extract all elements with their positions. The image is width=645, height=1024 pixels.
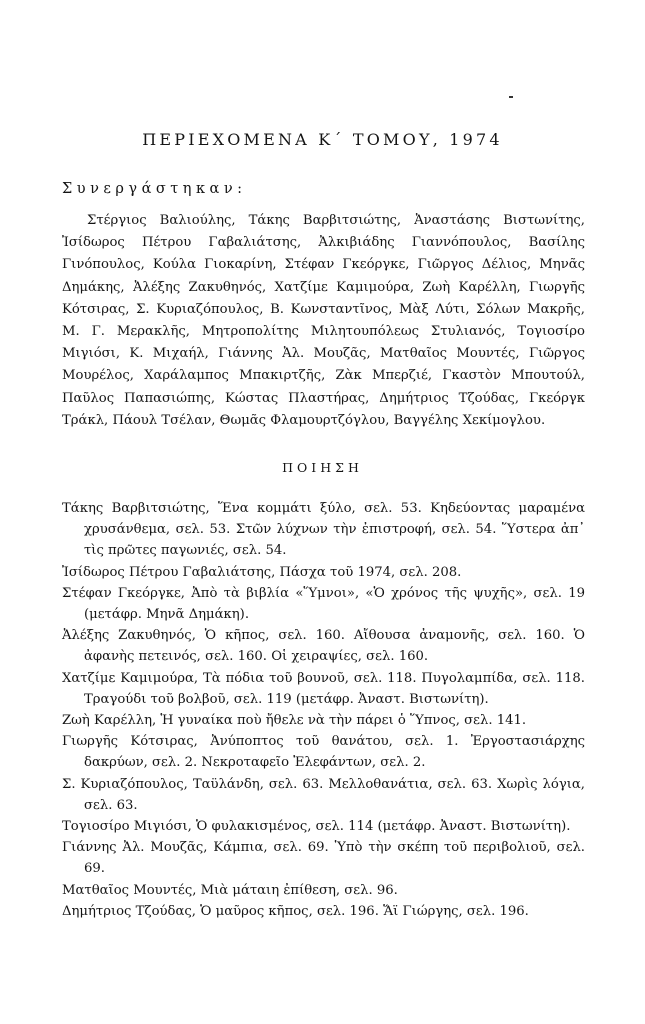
poetry-index (62, 498, 585, 922)
poetry-entry: Τάκης Βαρβιτσιώτης, Ἕνα κομμάτι ξύλο, σελ. 53. Κηδεύοντας μαραμένα χρυσάνθεμα, σελ. 53. Στῶν λύχνων τὴν ἐπιστροφή, σελ. 54. Ὕστερα ἀπ᾿ τὶς πρῶτες παγωνιές, σελ. 54. (62, 501, 585, 559)
poetry-entry: Ματθαῖος Μουντές, Μιὰ μάταιη ἐπίθεση, σελ. 96. (62, 882, 398, 898)
poetry-entry: Ζωὴ Καρέλλη, Ἡ γυναίκα ποὺ ἤθελε νὰ τὴν πάρει ὁ Ὕπνος, σελ. 141. (62, 713, 527, 729)
poetry-entry: Ἰσίδωρος Πέτρου Γαβαλιάτσης, Πάσχα τοῦ 1974, σελ. 208. (62, 564, 462, 580)
poetry-entry: Γιάννης Ἀλ. Μουζᾶς, Κάμπια, σελ. 69. Ὑπὸ τὴν σκέπη τοῦ περιβολιοῦ, σελ. 69. (62, 840, 585, 877)
page-title: ΠΕΡΙΕΧΟΜΕΝΑ Κ΄ ΤΟΜΟΥ, 1974 (142, 130, 503, 149)
poetry-entry: Δημήτριος Τζούδας, Ὁ μαῦρος κῆπος, σελ. 196. Ἅϊ Γιώργης, σελ. 196. (62, 903, 529, 919)
poetry-entry: Στέφαν Γκεόργκε, Ἀπὸ τὰ βιβλία «Ὕμνοι», «Ὁ χρόνος τῆς ψυχῆς», σελ. 19 (μετάφρ. Μηνᾶ Δημάκη). (62, 585, 585, 623)
poetry-heading: ΠΟΙΗΣΗ (282, 460, 363, 475)
poetry-entry: Χατζίμε Καμιμούρα, Τὰ πόδια τοῦ βουνοῦ, σελ. 118. Πυγολαμπίδα, σελ. 118. Τραγούδι τοῦ βολβοῦ, σελ. 119 (μετάφρ. Ἀναστ. Βιστωνίτη). (62, 670, 585, 707)
contributors-label: Συνεργάστηκαν: (62, 181, 247, 197)
page-mark (509, 96, 513, 98)
contributors-list: Στέργιος Βαλιούλης, Τάκης Βαρβιτσιώτης, Ἀναστάσης Βιστωνίτης, Ἰσίδωρος Πέτρου Γαβαλιάτσης, Ἀλκιβιάδης Γιαννόπουλος, Βασίλης Γινόπουλος, Κούλα Γιοκαρίνη, Στέφαν Γκεόργκε, Γιῶργος Δέλιος, Μηνᾶς Δημάκης, Ἀλέξης Ζακυθηνός, Χατζίμε Καμιμούρα, Ζωὴ Καρέλλη, Γιωργῆς Κότσιρας, Σ. Κυριαζόπουλος, Β. Κωνσταντῖνος, Μὰξ Λύτι, Σόλων Μακρῆς, Μ. Γ. Μερακλῆς, Μητροπολίτης Μιλητουπόλεως Στυλιανός, Τογιοσίρο Μιγιόσι, Κ. Μιχαήλ, Γιάννης Ἀλ. Μουζᾶς, Ματθαῖος Μουντές, Γιῶργος Μουρέλος, Χαράλαμπος Μπακιρτζῆς, Ζὰκ Μπερζιέ, Γκαστὸν Μπουτούλ, Παῦλος Παπασιώπης, Κώστας Πλαστήρας, Δημήτριος Τζούδας, Γκεόργκ Τράκλ, Πάουλ Τσέλαν, Θωμᾶς Φλαμουρτζόγλου, Βαγγέλης Χεκίμογλου. (62, 213, 585, 428)
poetry-entry: Γιωργῆς Κότσιρας, Ἀνύποπτος τοῦ θανάτου, σελ. 1. Ἐργοστασιάρχης δακρύων, σελ. 2. Νεκροταφεῖο Ἐλεφάντων, σελ. 2. (62, 734, 585, 771)
poetry-entry: Σ. Κυριαζόπουλος, Ταϋλάνδη, σελ. 63. Μελλοθανάτια, σελ. 63. Χωρὶς λόγια, σελ. 63. (62, 776, 585, 813)
poetry-entry: Ἀλέξης Ζακυθηνός, Ὁ κῆπος, σελ. 160. Αἴθουσα ἀναμονῆς, σελ. 160. Ὁ ἀφανὴς πετεινός, σελ. 160. Οἱ χειραψίες, σελ. 160. (62, 628, 585, 665)
poetry-entry: Τογιοσίρο Μιγιόσι, Ὁ φυλακισμένος, σελ. 114 (μετάφρ. Ἀναστ. Βιστωνίτη). (62, 819, 571, 835)
